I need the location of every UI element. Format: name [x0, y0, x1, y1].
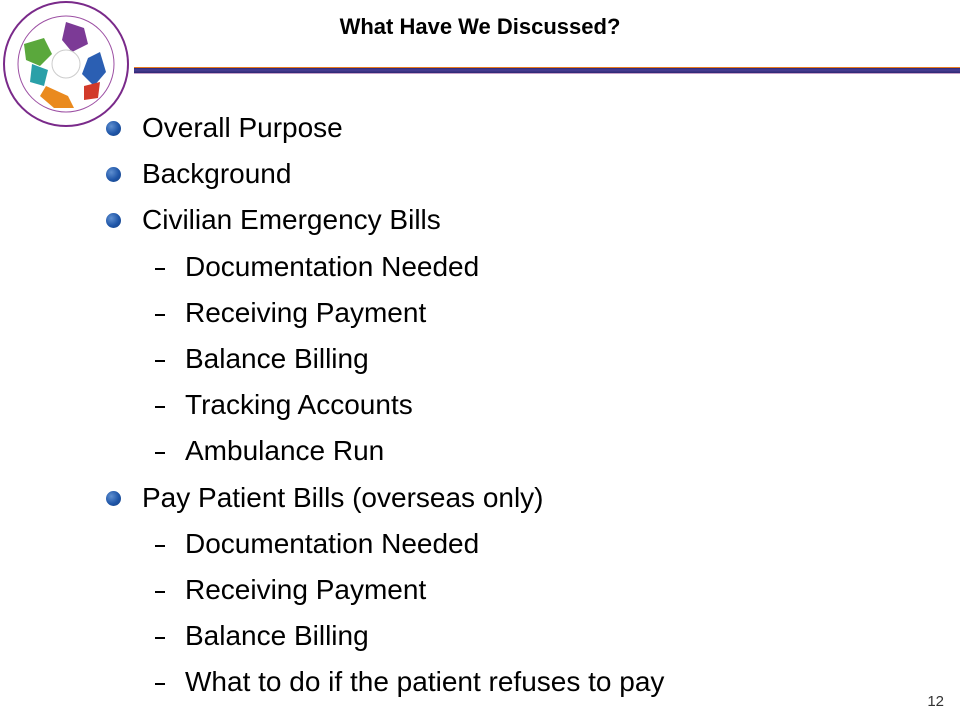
sub-bullet-dash-icon — [155, 452, 165, 454]
page-number: 12 — [927, 693, 944, 710]
sub-bullet-dash-icon — [155, 314, 165, 316]
bullet-text: Receiving Payment — [185, 574, 427, 605]
sub-bullet-item — [0, 343, 960, 375]
sub-bullet-item — [0, 666, 960, 698]
bullet-dot-icon — [106, 491, 121, 506]
bullet-text: What to do if the patient refuses to pay — [185, 666, 665, 697]
sub-bullet-item — [0, 435, 960, 467]
bullet-text: Overall Purpose — [142, 112, 343, 143]
bullet-dot-icon — [106, 167, 121, 182]
sub-bullet-item — [0, 389, 960, 421]
sub-bullet-dash-icon — [155, 406, 165, 408]
bullet-item — [0, 204, 960, 236]
sub-bullet-dash-icon — [155, 268, 165, 270]
bullet-text: Pay Patient Bills (overseas only) — [142, 482, 544, 513]
sub-bullet-dash-icon — [155, 591, 165, 593]
bullet-text: Tracking Accounts — [185, 389, 413, 420]
sub-bullet-item — [0, 251, 960, 283]
sub-bullet-dash-icon — [155, 683, 165, 685]
sub-bullet-item — [0, 620, 960, 652]
sub-bullet-dash-icon — [155, 545, 165, 547]
bullet-item — [0, 112, 960, 144]
bullet-text: Balance Billing — [185, 620, 369, 651]
bullet-text: Documentation Needed — [185, 251, 480, 282]
bullet-dot-icon — [106, 121, 121, 136]
bullet-item — [0, 482, 960, 514]
bullet-item — [0, 158, 960, 190]
bullet-text: Receiving Payment — [185, 297, 427, 328]
sub-bullet-dash-icon — [155, 360, 165, 362]
bullet-dot-icon — [106, 213, 121, 228]
bullet-text: Civilian Emergency Bills — [142, 204, 441, 235]
bullet-text: Documentation Needed — [185, 528, 480, 559]
sub-bullet-item — [0, 574, 960, 606]
sub-bullet-item — [0, 297, 960, 329]
sub-bullet-item — [0, 528, 960, 560]
bullet-text: Ambulance Run — [185, 435, 385, 466]
bullet-text: Background — [142, 158, 292, 189]
sub-bullet-dash-icon — [155, 637, 165, 639]
page-title: What Have We Discussed? — [339, 14, 621, 39]
bullet-text: Balance Billing — [185, 343, 369, 374]
